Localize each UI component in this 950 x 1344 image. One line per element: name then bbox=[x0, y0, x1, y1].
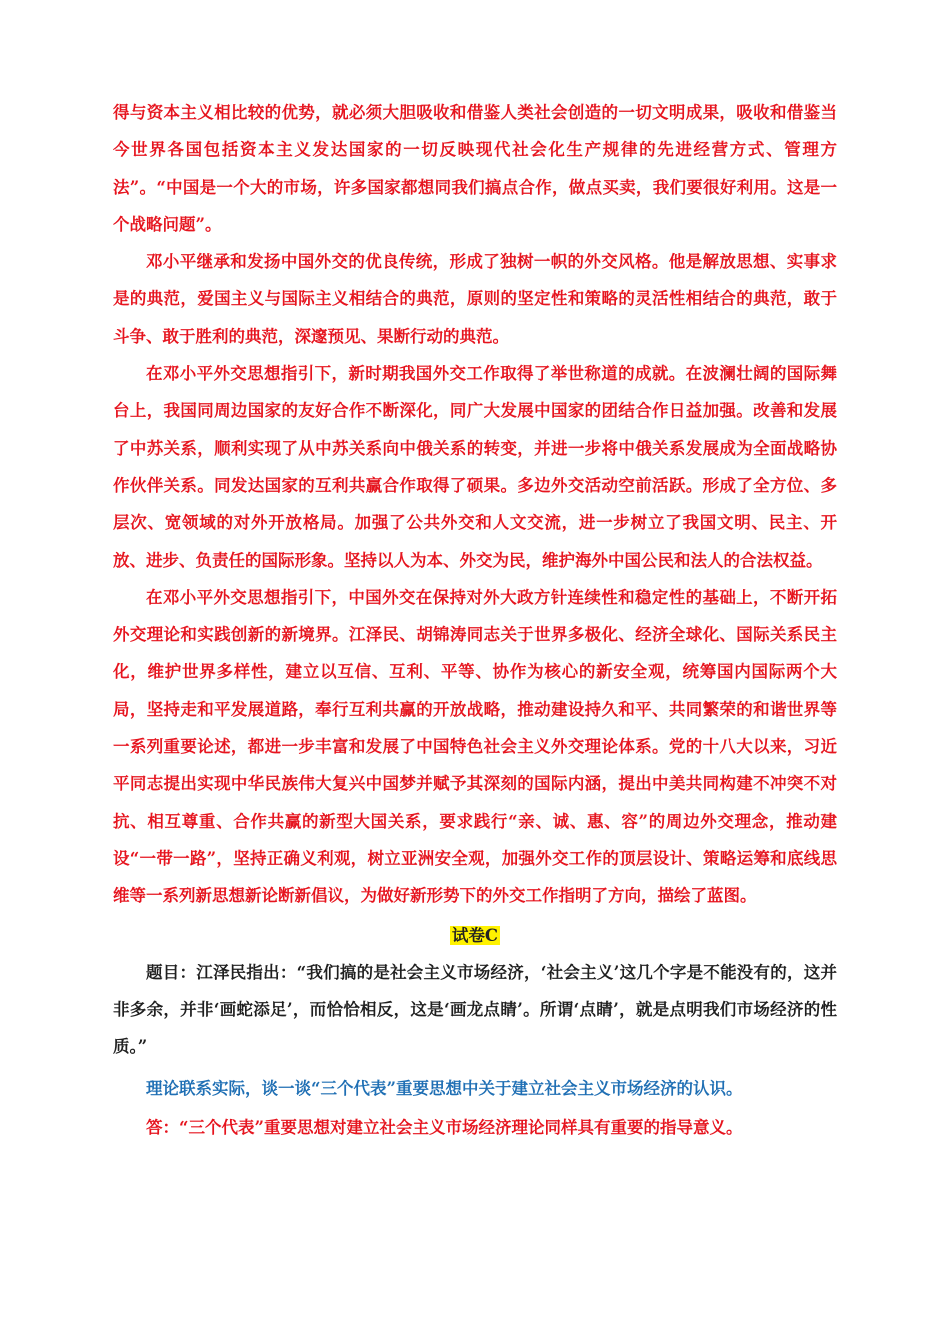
paragraph-continuation: 得与资本主义相比较的优势，就必须大胆吸收和借鉴人类社会创造的一切文明成果，吸收和借鉴当今世界各国包括资本主义发达国家的一切反映现代社会化生产规律的先进经营方式、管理方法”。“中国是一个大的市场，许多国家都想同我们搞点合作，做点买卖，我们要很好利用。这是一个战略问题”。 bbox=[113, 103, 837, 234]
paragraph-diplomatic-achievements: 在邓小平外交思想指引下，新时期我国外交工作取得了举世称道的成就。在波澜壮阔的国际舞台上，我国同周边国家的友好合作不断深化，同广大发展中国家的团结合作日益加强。改善和发展了中苏关系，顺利实现了从中苏关系向中俄关系的转变，并进一步将中俄关系发展成为全面战略协作伙伴关系。同发达国家的互利共赢合作取得了硕果。多边外交活动空前活跃。形成了全方位、多层次、宽领域的对外开放格局。加强了公共外交和人文交流，进一步树立了我国文明、民主、开放、进步、负责任的国际形象。坚持以人为本、外交为民，维护海外中国公民和法人的合法权益。 bbox=[113, 364, 837, 570]
section-title-highlight: 试卷C bbox=[451, 925, 499, 945]
prompt-text: 理论联系实际，谈一谈“三个代表”重要思想中关于建立社会主义市场经济的认识。 bbox=[146, 1078, 743, 1098]
paragraph-diplomatic-style: 邓小平继承和发扬中国外交的优良传统，形成了独树一帜的外交风格。他是解放思想、实事求是的典范，爱国主义与国际主义相结合的典范，原则的坚定性和策略的灵活性相结合的典范，敢于斗争、敢于胜利的典范，深邃预见、果断行动的典范。 bbox=[113, 252, 837, 346]
answer-text: 答：“三个代表”重要思想对建立社会主义市场经济理论同样具有重要的指导意义。 bbox=[146, 1118, 743, 1138]
paragraph-diplomatic-theory: 在邓小平外交思想指引下，中国外交在保持对外大政方针连续性和稳定性的基础上，不断开拓外交理论和实践创新的新境界。江泽民、胡锦涛同志关于世界多极化、经济全球化、国际关系民主化，维护世界多样性，建立以互信、互利、平等、协作为核心的新安全观，统筹国内国际两个大局，坚持走和平发展道路，奉行互利共赢的开放战略，推动建设持久和平、共同繁荣的和谐世界等一系列重要论述，都进一步丰富和发展了中国特色社会主义外交理论体系。党的十八大以来，习近平同志提出实现中华民族伟大复兴中国梦并赋予其深刻的国际内涵，提出中美共同构建不冲突不对抗、相互尊重、合作共赢的新型大国关系，要求践行“亲、诚、惠、容”的周边外交理念，推动建设“一带一路”，坚持正确义利观，树立亚洲安全观，加强外交工作的顶层设计、策略运筹和底线思维等一系列新思想新论断新倡议，为做好新形势下的外交工作指明了方向，描绘了蓝图。 bbox=[113, 587, 837, 906]
question-text: 题目：江泽民指出：“我们搞的是社会主义市场经济，‘社会主义’这几个字是不能没有的，这并非多余，并非‘画蛇添足’，而恰恰相反，这是‘画龙点睛’。所谓‘点睛’，就是点明我们市场经济的性质。” bbox=[113, 962, 837, 1057]
section-title bbox=[113, 917, 837, 954]
